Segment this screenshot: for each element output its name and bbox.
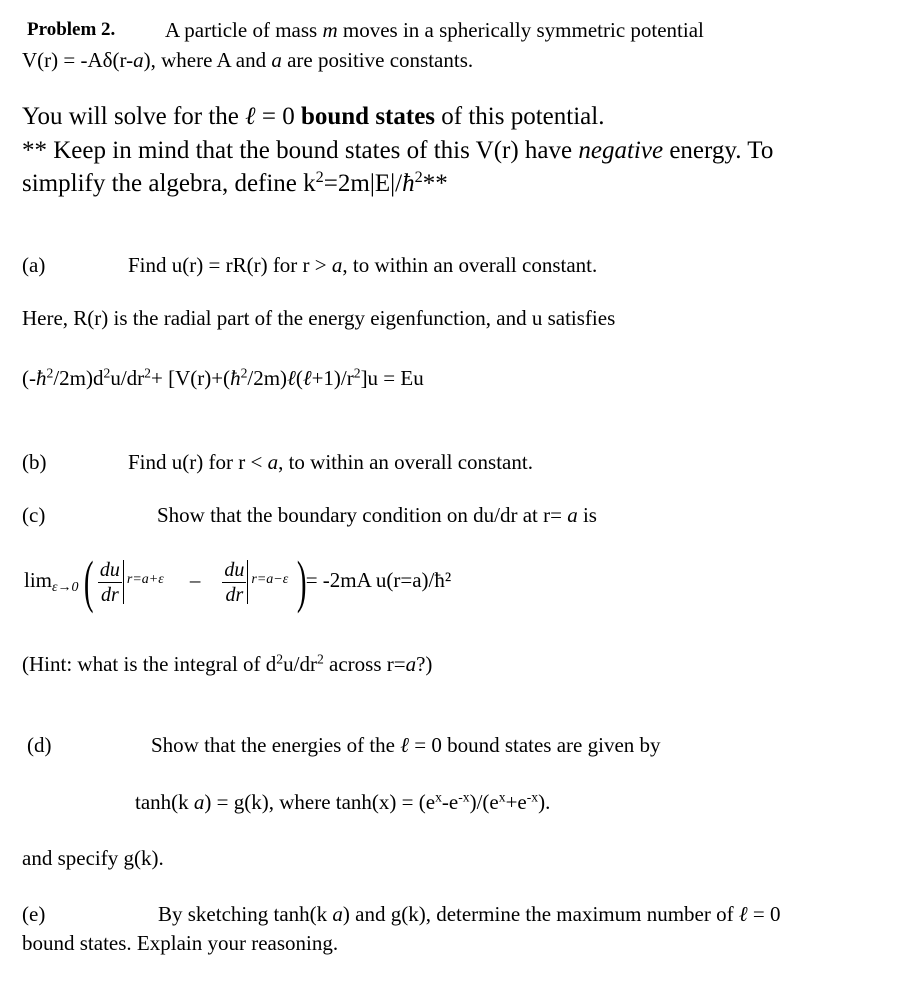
text-segment: a [133, 48, 144, 72]
part-e-label [22, 902, 45, 926]
text-segment: (e) [22, 902, 46, 926]
text-segment: (d) [27, 733, 52, 757]
text-segment: You will solve for the [22, 103, 246, 130]
text-segment: a [193, 790, 205, 814]
superscript: 2 [315, 168, 324, 187]
evaluation-bar-plus [123, 560, 186, 604]
part-b-label [22, 450, 47, 474]
text-segment: (c) [22, 503, 46, 527]
superscript: 2 [144, 365, 151, 381]
text-segment: ]u = Eu [360, 366, 424, 390]
text-segment: + [V(r)+( [150, 366, 231, 390]
superscript: 2 [276, 651, 284, 667]
text-segment: (a) [22, 253, 46, 277]
numerator: du [224, 558, 245, 581]
text-segment: Problem 2. [27, 19, 116, 40]
text-segment: energy. To [663, 137, 774, 164]
superscript: 2 [316, 651, 324, 667]
note-line-2 [22, 169, 448, 199]
eval-subscript-minus: r=a−ε [251, 572, 289, 588]
instruction-line [22, 102, 604, 132]
text-segment: (b) [22, 450, 47, 474]
text-segment: = 0 [747, 902, 781, 926]
radial-equation [22, 366, 424, 390]
text-segment: = 0 [255, 103, 301, 130]
problem-statement-line-2 [22, 48, 473, 72]
eval-subscript-plus: r=a+ε [126, 572, 164, 588]
text-segment: = 0 bound states are given by [408, 733, 661, 757]
text-segment: Find u(r) for r < [128, 450, 268, 474]
text-segment: , to within an overall constant. [342, 253, 598, 277]
text-segment: , to within an overall constant. [278, 450, 533, 474]
text-segment: a [331, 253, 343, 277]
specify-text [22, 846, 164, 870]
minus-sign: – [189, 568, 201, 592]
text-segment: By sketching tanh(k [158, 902, 333, 926]
text-segment: ℓ [302, 366, 312, 390]
text-segment: a [271, 48, 282, 72]
text-segment: ħ [36, 366, 47, 390]
text-segment: V(r) = -Aδ(r- [22, 48, 134, 72]
superscript: -x [526, 789, 539, 805]
text-segment: /2m) [247, 366, 288, 390]
text-segment: +e [505, 790, 527, 814]
text-segment: ** [422, 170, 448, 197]
part-a-text [128, 253, 597, 277]
text-segment: /2m)d [53, 366, 104, 390]
text-segment: ?) [416, 652, 433, 676]
text-segment: simplify the algebra, define k [22, 170, 316, 197]
text-segment: moves in a spherically symmetric potential [337, 18, 704, 42]
text-segment: ℓ [738, 902, 748, 926]
text-segment: =2m|E|/ [323, 170, 403, 197]
text-segment: Show that the energies of the [151, 733, 401, 757]
text-segment: is [577, 503, 597, 527]
text-segment: ℓ [287, 366, 296, 390]
text-segment: negative [578, 137, 664, 164]
text-segment: a [267, 450, 279, 474]
denominator: dr [100, 583, 119, 606]
text-segment: )/(e [469, 790, 499, 814]
text-segment: are positive constants. [281, 48, 474, 72]
denominator: dr [225, 583, 244, 606]
part-e-text-2 [22, 931, 338, 955]
text-segment: tanh(k [135, 790, 194, 814]
text-segment: and specify g(k). [22, 846, 164, 870]
text-segment: of this potential. [435, 103, 605, 130]
part-d-text [151, 733, 661, 757]
note-line-1 [22, 136, 773, 166]
superscript: 2 [103, 365, 111, 381]
text-segment: bound states. Explain your reasoning. [22, 931, 339, 955]
text-segment: ** Keep in mind that the bound states of this V(r) have [22, 137, 579, 164]
numerator: du [99, 558, 120, 581]
superscript: 2 [240, 365, 248, 381]
text-segment: -e [441, 790, 459, 814]
problem-statement-line-1 [165, 18, 704, 42]
text-segment: a [332, 902, 343, 926]
lim-text: lim [24, 568, 53, 592]
radial-description [22, 306, 615, 330]
lim-subscript: ε→0 [52, 580, 79, 595]
text-segment: ℓ [400, 733, 409, 757]
text-segment: m [322, 18, 338, 42]
text-segment: u/dr [110, 366, 145, 390]
text-segment: ( [295, 366, 303, 390]
text-segment: ) and g(k), determine the maximum number of [342, 902, 739, 926]
superscript: x [435, 789, 442, 805]
text-segment: ). [538, 790, 551, 814]
text-segment: a [567, 503, 578, 527]
text-segment: u/dr [283, 652, 317, 676]
text-segment: Here, R(r) is the radial part of the energy eigenfunction, and u satisfies [22, 306, 616, 330]
hint-text [22, 652, 432, 676]
text-segment: ), where A and [143, 48, 272, 72]
part-c-label [22, 503, 45, 527]
text-segment: ) = g(k), where tanh(x) = (e [204, 790, 436, 814]
text-segment: ℓ [245, 103, 256, 130]
superscript: -x [458, 789, 470, 805]
open-paren: ( [83, 549, 94, 615]
equation-rhs: = -2mA u(r=a)/ħ² [305, 568, 452, 592]
text-segment: across r= [323, 652, 406, 676]
part-b-text [128, 450, 533, 474]
derivative-plus [98, 558, 122, 607]
superscript: 2 [353, 365, 361, 381]
close-paren: ) [297, 549, 307, 615]
text-segment: Show that the boundary condition on du/dr at r= [157, 503, 568, 527]
superscript: 2 [46, 365, 54, 381]
superscript: 2 [414, 168, 423, 187]
problem-label [27, 18, 115, 42]
part-a-label [22, 253, 45, 277]
text-segment: A particle of mass [165, 18, 323, 42]
text-segment: a [405, 652, 417, 676]
derivative-minus [222, 558, 246, 607]
text-segment: (Hint: what is the integral of d [22, 652, 277, 676]
tanh-equation [135, 790, 550, 814]
text-segment: ħ [230, 366, 241, 390]
superscript: x [498, 789, 506, 805]
part-c-text [157, 503, 597, 527]
text-segment: ħ [402, 170, 415, 197]
text-segment: (- [22, 366, 36, 390]
boundary-condition-equation [24, 548, 452, 615]
evaluation-bar-minus [247, 560, 300, 604]
text-segment: Find u(r) = rR(r) for r > [128, 253, 332, 277]
text-segment: +1)/r [311, 366, 354, 390]
text-segment: bound states [300, 103, 436, 130]
part-d-label [27, 733, 52, 757]
part-e-text [158, 902, 780, 926]
